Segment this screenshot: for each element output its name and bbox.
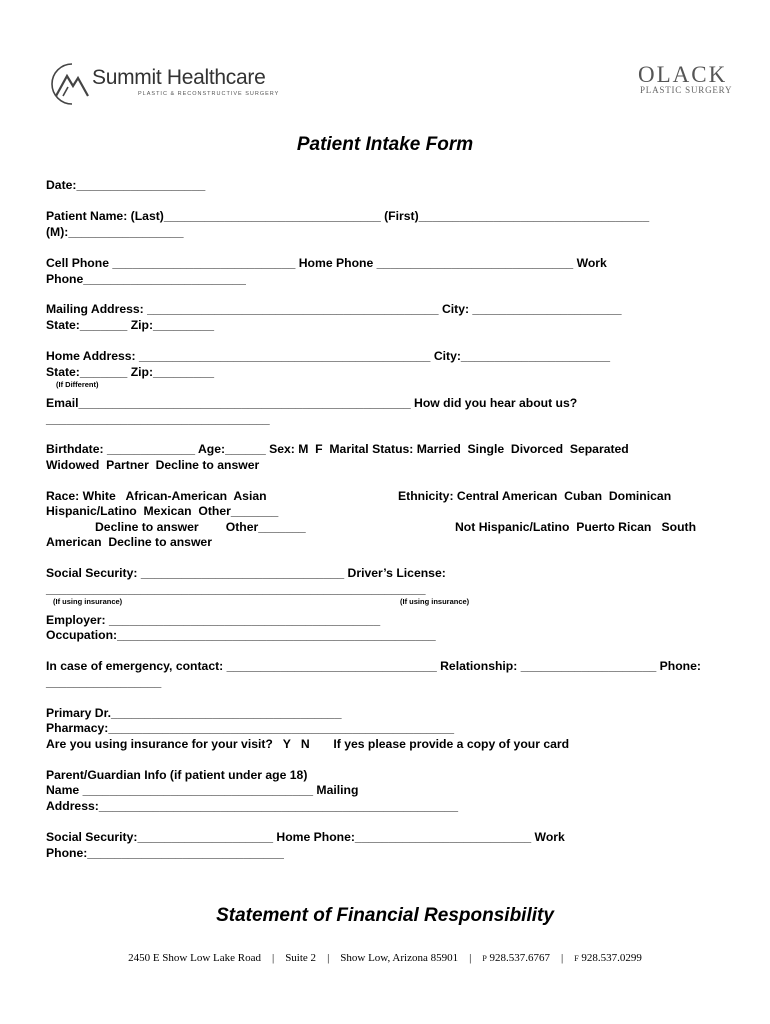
footer-separator: | [561,952,564,964]
employer-field[interactable]: Employer: ________________________________________ [46,613,381,627]
footer-separator: | [327,952,330,964]
form-title: Patient Intake Form [296,134,474,155]
mountain-logo-icon [50,62,94,106]
guardian-address-field[interactable]: Address:_____________________________________________________ [46,799,459,813]
license-note: (If using insurance) [400,597,470,606]
home-address-note: (If Different) [56,380,99,389]
race-line-4[interactable]: American Decline to answer [46,535,212,549]
mailing-address-field[interactable]: Mailing Address: ___________________________________________ City: ______________________ [46,302,622,316]
social-security-field[interactable]: Social Security: ______________________________ Driver’s License: [46,566,446,580]
occupation-field[interactable]: Occupation:_______________________________________________ [46,628,436,642]
race-line-3[interactable]: Decline to answer Other_______ [95,520,306,534]
right-logo-tagline: PLASTIC SURGERY [640,85,733,95]
race-line-2[interactable]: Hispanic/Latino Mexican Other_______ [46,504,279,518]
mailing-state-zip-field[interactable]: State:_______ Zip:_________ [46,318,215,332]
left-logo-tagline: PLASTIC & RECONSTRUCTIVE SURGERY [138,91,280,97]
primary-doctor-field[interactable]: Primary Dr.__________________________________ [46,706,342,720]
footer-fax: 928.537.0299 [581,952,642,964]
race-line-1[interactable]: Race: White African-American Asian [46,489,267,503]
ethnicity-line-2[interactable]: Not Hispanic/Latino Puerto Rican South [455,520,697,534]
summit-healthcare-logo [50,62,280,106]
right-logo-name: OLACK [638,62,728,87]
middle-initial-field[interactable]: (M):_________________ [46,225,184,239]
emergency-phone-field[interactable]: _________________ [46,675,162,689]
date-field[interactable]: Date:___________________ [46,178,206,192]
referral-field[interactable]: _________________________________ [46,412,270,426]
home-state-zip-field[interactable]: State:_______ Zip:_________ [46,365,215,379]
footer-city: Show Low, Arizona 85901 [340,952,459,964]
emergency-contact-field[interactable]: In case of emergency, contact: _______________________________ Relationship: ____________________ Phone: [46,659,701,673]
guardian-phone-field[interactable]: Phone:_____________________________ [46,846,284,860]
phone-fields[interactable]: Cell Phone ___________________________ Home Phone _____________________________ Work [46,256,607,270]
marital-status-line[interactable]: Widowed Partner Decline to answer [46,458,260,472]
footer-address: 2450 E Show Low Lake Road [128,952,261,964]
guardian-heading: Parent/Guardian Info (if patient under age 18) [46,768,308,782]
footer-suite: Suite 2 [285,952,317,964]
left-logo-name: Summit Healthcare [92,66,266,89]
ethnicity-line-1[interactable]: Ethnicity: Central American Cuban Dominican [398,489,672,503]
footer-separator: | [271,952,275,964]
footer-separator: | [469,952,472,964]
footer-phone-prefix: P [482,954,487,963]
patient-name-field[interactable]: Patient Name: (Last)________________________________ (First)__________________________________ [46,209,650,223]
pharmacy-field[interactable]: Pharmacy:___________________________________________________ [46,721,455,735]
statement-title: Statement of Financial Responsibility [216,905,554,926]
guardian-ssn-field[interactable]: Social Security:____________________ Home Phone:__________________________ Work [46,830,565,844]
olack-logo [636,62,732,102]
birthdate-line[interactable]: Birthdate: _____________ Age:______ Sex: M F Marital Status: Married Single Divorced Separated [46,442,629,456]
guardian-name-field[interactable]: Name __________________________________ Mailing [46,783,359,797]
ssn-note: (If using insurance) [53,597,123,606]
home-address-field[interactable]: Home Address: ___________________________________________ City:______________________ [46,349,611,363]
insurance-question[interactable]: Are you using insurance for your visit? Y N If yes please provide a copy of your card [46,737,570,751]
email-field[interactable]: Email_________________________________________________ How did you hear about us? [46,396,578,410]
footer-phone: 928.537.6767 [489,952,551,964]
footer-fax-prefix: F [574,954,579,963]
drivers-license-field[interactable]: ________________________________________________________ [46,582,426,596]
work-phone-field[interactable]: Phone________________________ [46,272,246,286]
footer-contact [0,952,770,964]
